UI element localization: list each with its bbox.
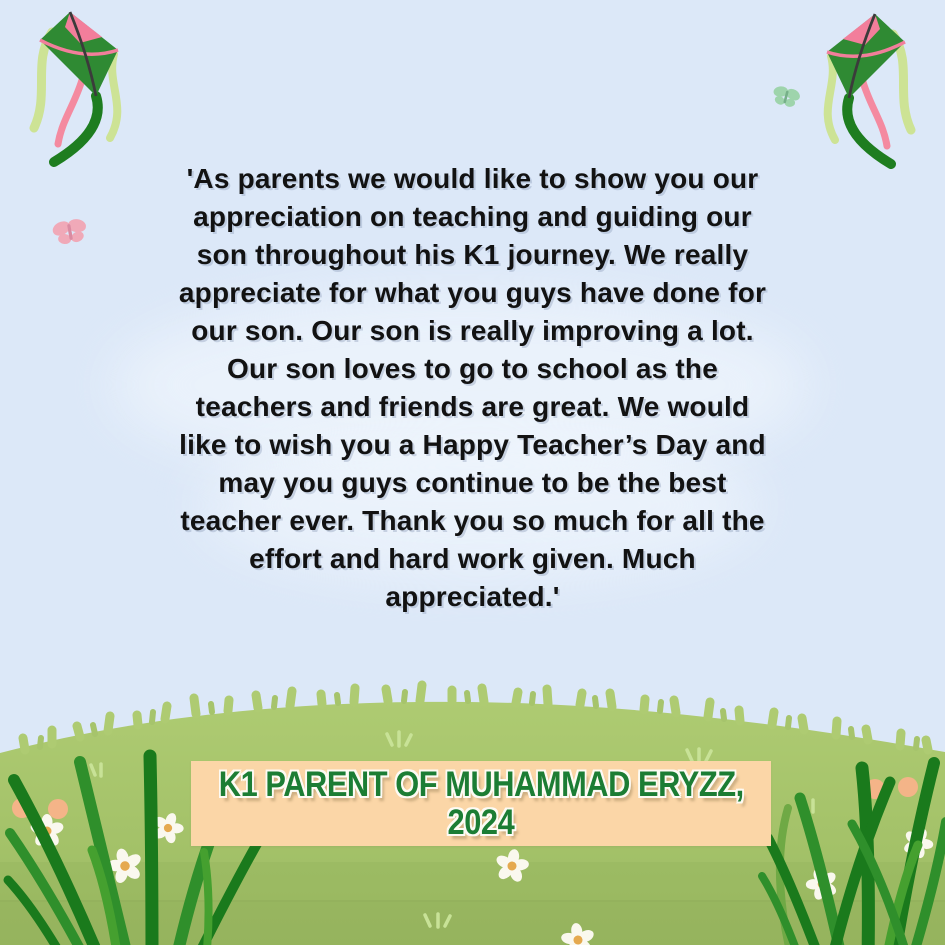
attribution-line-2: 2024	[447, 802, 515, 842]
quote-line: Our son loves to go to school as the	[226, 353, 719, 384]
quote-text-block	[73, 160, 873, 616]
quote-line: our son. Our son is really improving a lot.	[191, 315, 754, 346]
quote-line: appreciation on teaching and guiding our	[193, 201, 752, 232]
quote-line: may you guys continue to be the best	[218, 467, 727, 498]
butterfly-green-icon	[769, 83, 803, 111]
quote-line: appreciated.'	[385, 581, 560, 612]
attribution-line-1: K1 PARENT OF MUHAMMAD ERYZZ,	[218, 764, 744, 804]
attribution-banner	[191, 761, 771, 846]
quote-line: appreciate for what you guys have done for	[178, 277, 767, 308]
quote-line: 'As parents we would like to show you our	[186, 163, 759, 194]
quote-line: like to wish you a Happy Teacher’s Day and	[179, 429, 766, 460]
kite-right-icon	[827, 14, 911, 164]
quote-line: teachers and friends are great. We would	[195, 391, 750, 422]
kite-left-icon	[34, 12, 118, 162]
quote-line: son throughout his K1 journey. We really	[196, 239, 749, 270]
quote-line: effort and hard work given. Much	[249, 543, 696, 574]
quote-line: teacher ever. Thank you so much for all the	[180, 505, 765, 536]
